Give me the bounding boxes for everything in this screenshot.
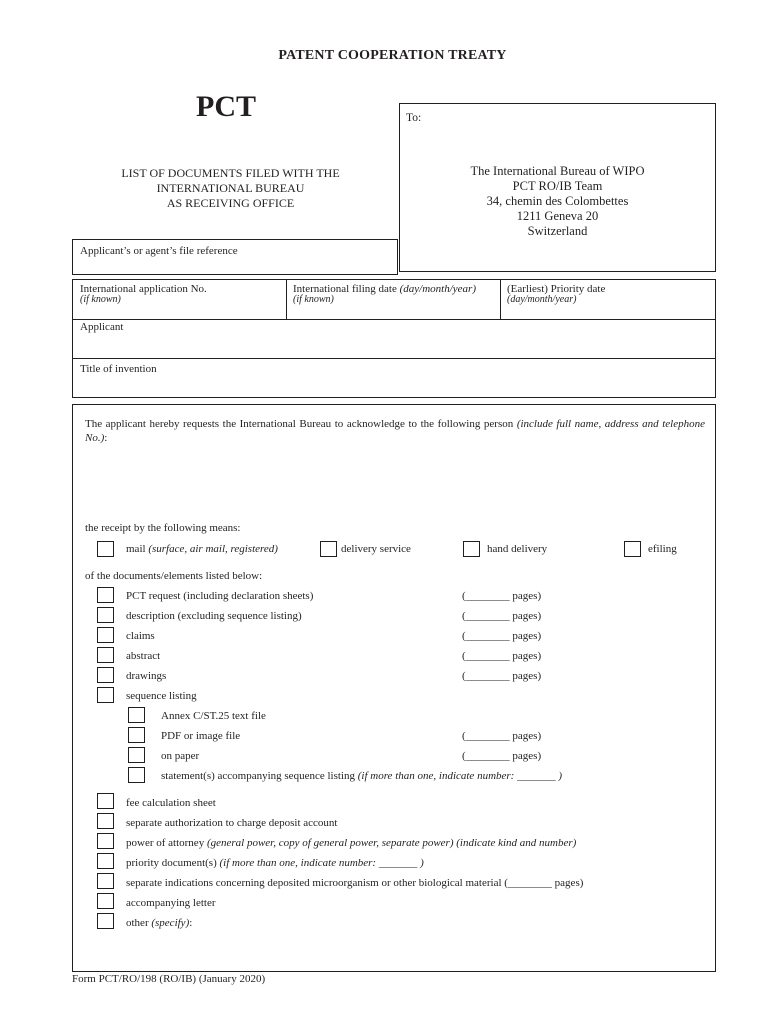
on-paper-label: on paper [161,750,200,762]
request-intro-italic: (include full name, address and telephone No.) [85,418,705,444]
mail-label [126,543,278,556]
mail-text: mail [126,543,146,555]
power-of-attorney-label [126,837,576,850]
statements-text: statement(s) accompanying sequence listing [161,770,355,782]
other-label [126,917,192,930]
address-line: 1211 Geneva 20 [516,209,599,223]
on-paper-pages: (________ pages) [462,750,542,762]
delivery-service-checkbox[interactable] [320,541,337,557]
other-checkbox[interactable] [97,913,114,929]
priority-date-label: (Earliest) Priority date [507,283,606,295]
applicant-label: Applicant [80,321,124,333]
poa-text: power of attorney [126,837,205,849]
documents-listed-label: of the documents/elements listed below: [85,570,263,582]
sequence-listing-checkbox[interactable] [97,687,114,703]
filing-date-hint: (day/month/year) [399,283,476,295]
filing-date-text: International filing date [293,283,397,295]
fee-sheet-checkbox[interactable] [97,793,114,809]
statements-italic: (if more than one, indicate number: _______ ) [357,770,562,782]
mail-checkbox[interactable] [97,541,114,557]
title-of-invention-label: Title of invention [80,363,157,375]
separate-authorization-checkbox[interactable] [97,813,114,829]
receipt-means-label: the receipt by the following means: [85,522,241,534]
poa-italic: (general power, copy of general power, separate power) (indicate kind and number) [206,837,577,849]
claims-label: claims [126,630,155,642]
annex-text-file-label: Annex C/ST.25 text file [161,710,266,722]
address-line: 34, chemin des Colombettes [486,194,629,208]
application-number-label: International application No. [80,283,207,295]
file-reference-label: Applicant’s or agent’s file reference [80,245,238,257]
request-section [72,404,716,972]
mail-italic: (surface, air mail, registered) [148,543,278,555]
pct-request-pages: (________ pages) [462,590,542,602]
claims-checkbox[interactable] [97,627,114,643]
hand-delivery-checkbox[interactable] [463,541,480,557]
to-label: To: [406,112,422,124]
request-intro [85,417,705,445]
abstract-pages: (________ pages) [462,650,542,662]
priority-date-sub: (day/month/year) [507,294,577,305]
to-box [399,103,716,272]
fee-sheet-label: fee calculation sheet [126,797,216,809]
filing-date-sub: (if known) [293,294,334,305]
other-text: other [126,917,149,929]
separate-authorization-label: separate authorization to charge deposit account [126,817,338,829]
efiling-checkbox[interactable] [624,541,641,557]
document-title [92,166,369,211]
statements-checkbox[interactable] [128,767,145,783]
address-line: PCT RO/IB Team [512,179,603,193]
filing-date-field[interactable] [287,280,501,319]
priority-doc-italic: (if more than one, indicate number: _______ ) [219,857,424,869]
application-number-field[interactable] [73,280,287,319]
annex-text-file-checkbox[interactable] [128,707,145,723]
priority-documents-label [126,857,424,870]
microorganism-label [126,877,583,890]
abstract-checkbox[interactable] [97,647,114,663]
sequence-listing-label: sequence listing [126,690,197,702]
document-title-line: AS RECEIVING OFFICE [166,196,295,210]
efiling-label: efiling [648,543,677,555]
treaty-heading: PATENT COOPERATION TREATY [278,48,507,63]
on-paper-checkbox[interactable] [128,747,145,763]
application-info-row [72,279,716,320]
document-title-line: LIST OF DOCUMENTS FILED WITH THE [121,166,340,180]
priority-documents-checkbox[interactable] [97,853,114,869]
hand-delivery-label: hand delivery [487,543,548,555]
request-intro-text: The applicant hereby requests the International Bureau to acknowledge to the following person [85,418,514,430]
applicant-field[interactable] [72,318,716,359]
priority-date-field[interactable] [501,280,715,319]
application-number-sub: (if known) [80,294,121,305]
pdf-image-pages: (________ pages) [462,730,542,742]
description-label: description (excluding sequence listing) [126,610,302,622]
form-footer: Form PCT/RO/198 (RO/IB) (January 2020) [72,973,266,985]
other-end: : [189,917,193,929]
document-title-line: INTERNATIONAL BUREAU [156,181,305,195]
recipient-address [400,164,715,239]
other-italic: (specify) [151,917,190,929]
power-of-attorney-checkbox[interactable] [97,833,114,849]
pct-request-checkbox[interactable] [97,587,114,603]
abstract-label: abstract [126,650,161,662]
claims-pages: (________ pages) [462,630,542,642]
priority-doc-text: priority document(s) [126,857,217,869]
pct-heading: PCT [196,90,256,123]
delivery-service-label: delivery service [341,543,411,555]
address-line: The International Bureau of WIPO [470,164,645,178]
microorganism-text: separate indications concerning deposited microorganism or other biological material [126,877,502,889]
pdf-image-checkbox[interactable] [128,727,145,743]
drawings-pages: (________ pages) [462,670,542,682]
pdf-image-label: PDF or image file [161,730,241,742]
microorganism-checkbox[interactable] [97,873,114,889]
drawings-checkbox[interactable] [97,667,114,683]
title-of-invention-field[interactable] [72,358,716,398]
file-reference-field[interactable] [72,239,398,275]
accompanying-letter-label: accompanying letter [126,897,216,909]
accompanying-letter-checkbox[interactable] [97,893,114,909]
description-checkbox[interactable] [97,607,114,623]
pct-request-label: PCT request (including declaration sheets) [126,590,314,602]
address-line: Switzerland [527,224,588,238]
request-intro-end: : [104,432,108,444]
statements-label [161,770,562,783]
description-pages: (________ pages) [462,610,542,622]
drawings-label: drawings [126,670,167,682]
microorganism-pages: (________ pages) [504,877,584,889]
